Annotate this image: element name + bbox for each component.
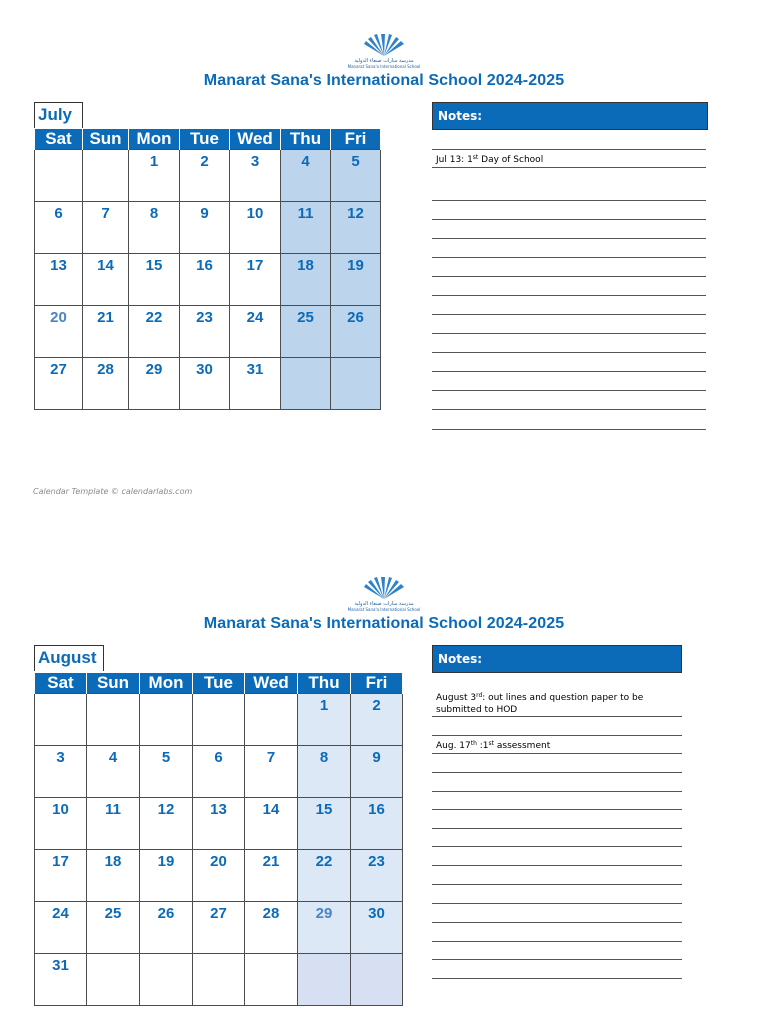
day-number: 10 xyxy=(246,205,264,222)
day-number xyxy=(193,694,244,697)
day-number: 25 xyxy=(297,309,314,326)
day-number: 20 xyxy=(210,853,227,870)
day-number: 22 xyxy=(145,309,163,326)
day-cell-4 xyxy=(87,746,140,798)
empty-day-cell xyxy=(298,954,351,1006)
day-cell-13 xyxy=(193,798,245,850)
day-cell-11 xyxy=(87,798,140,850)
note-line xyxy=(432,429,706,430)
note-text-part: Aug. 17 xyxy=(436,741,471,751)
weekday-header-fri: Fri xyxy=(331,129,381,150)
day-number: 30 xyxy=(368,905,385,922)
day-cell-21 xyxy=(83,306,129,358)
day-cell-24 xyxy=(230,306,281,358)
weekday-header-tue: Tue xyxy=(193,673,245,694)
day-number: 8 xyxy=(319,749,329,766)
day-cell-31 xyxy=(35,954,87,1006)
day-cell-31 xyxy=(230,358,281,410)
note-line xyxy=(432,959,682,960)
weekday-header-sat: Sat xyxy=(35,129,83,150)
day-number: 22 xyxy=(315,853,333,870)
note-entry xyxy=(436,738,678,752)
weekday-header-sun: Sun xyxy=(83,129,129,150)
note-line xyxy=(432,314,706,315)
day-number xyxy=(298,954,350,957)
day-number: 12 xyxy=(347,205,364,222)
note-line xyxy=(432,257,706,258)
day-number: 18 xyxy=(297,257,314,274)
day-number: 26 xyxy=(347,309,364,326)
weekday-header-sat: Sat xyxy=(35,673,87,694)
day-number: 17 xyxy=(52,853,69,870)
day-number: 19 xyxy=(157,853,175,870)
day-cell-21 xyxy=(245,850,298,902)
day-cell-19 xyxy=(140,850,193,902)
note-line xyxy=(432,167,706,168)
day-number: 5 xyxy=(161,749,171,766)
day-number: 7 xyxy=(266,749,276,766)
day-cell-18 xyxy=(87,850,140,902)
day-number: 5 xyxy=(351,153,360,170)
day-cell-6 xyxy=(35,202,83,254)
note-line xyxy=(432,884,682,885)
day-cell-20 xyxy=(35,306,83,358)
calendar-week-row xyxy=(35,254,381,306)
day-cell-14 xyxy=(245,798,298,850)
day-number xyxy=(140,694,192,697)
note-line xyxy=(432,352,706,353)
day-number xyxy=(35,694,86,697)
notes-header-july: Notes: xyxy=(432,102,708,130)
note-line xyxy=(432,716,682,717)
day-number: 6 xyxy=(54,205,63,222)
day-cell-12 xyxy=(140,798,193,850)
empty-day-cell xyxy=(331,358,381,410)
day-cell-17 xyxy=(35,850,87,902)
day-cell-7 xyxy=(245,746,298,798)
calendar-week-row xyxy=(35,954,403,1006)
day-cell-6 xyxy=(193,746,245,798)
day-number: 1 xyxy=(149,153,159,170)
note-text-part: rd xyxy=(476,692,483,699)
day-cell-15 xyxy=(129,254,180,306)
day-number xyxy=(87,954,139,957)
empty-day-cell xyxy=(245,954,298,1006)
day-cell-15 xyxy=(298,798,351,850)
day-cell-7 xyxy=(83,202,129,254)
note-text-part: st xyxy=(488,740,495,747)
day-cell-26 xyxy=(140,902,193,954)
day-cell-14 xyxy=(83,254,129,306)
day-cell-2 xyxy=(351,694,403,746)
day-number: 15 xyxy=(145,257,163,274)
note-line xyxy=(432,941,682,942)
day-cell-22 xyxy=(129,306,180,358)
day-number: 6 xyxy=(214,749,223,766)
empty-day-cell xyxy=(281,358,331,410)
day-cell-10 xyxy=(230,202,281,254)
day-cell-24 xyxy=(35,902,87,954)
day-cell-3 xyxy=(230,150,281,202)
note-line xyxy=(432,903,682,904)
note-entry xyxy=(436,690,678,716)
note-line xyxy=(432,846,682,847)
empty-day-cell xyxy=(87,954,140,1006)
day-cell-23 xyxy=(351,850,403,902)
empty-day-cell xyxy=(193,694,245,746)
day-number: 1 xyxy=(319,697,329,714)
note-line xyxy=(432,772,682,773)
calendar-week-row xyxy=(35,746,403,798)
note-text-part: th xyxy=(470,740,477,747)
weekday-header-sun: Sun xyxy=(87,673,140,694)
note-text-part: st xyxy=(472,154,479,161)
day-cell-9 xyxy=(351,746,403,798)
day-cell-27 xyxy=(193,902,245,954)
empty-day-cell xyxy=(351,954,403,1006)
day-number: 27 xyxy=(50,361,67,378)
empty-day-cell xyxy=(35,694,87,746)
day-cell-16 xyxy=(180,254,230,306)
day-number: 11 xyxy=(105,801,121,818)
note-line xyxy=(432,978,682,979)
calendar-week-row xyxy=(35,150,381,202)
day-cell-25 xyxy=(281,306,331,358)
day-number xyxy=(35,150,82,153)
notes-header-august: Notes: xyxy=(432,645,682,673)
school-logo xyxy=(360,34,408,58)
day-number: 27 xyxy=(210,905,227,922)
day-number: 4 xyxy=(301,153,310,170)
day-number: 2 xyxy=(200,153,209,170)
day-number: 24 xyxy=(52,905,69,922)
day-number: 13 xyxy=(50,257,67,274)
calendar-week-row xyxy=(35,694,403,746)
day-number: 12 xyxy=(157,801,175,818)
day-number: 29 xyxy=(145,361,163,378)
weekday-header-fri: Fri xyxy=(351,673,403,694)
day-number: 3 xyxy=(250,153,260,170)
calendar-week-row xyxy=(35,202,381,254)
day-number: 25 xyxy=(104,905,122,922)
day-number: 24 xyxy=(246,309,264,326)
day-cell-1 xyxy=(298,694,351,746)
day-number xyxy=(281,358,330,361)
day-cell-8 xyxy=(129,202,180,254)
day-number xyxy=(87,694,139,697)
note-entry xyxy=(436,152,702,166)
day-cell-25 xyxy=(87,902,140,954)
weekday-header-thu: Thu xyxy=(281,129,331,150)
school-logo xyxy=(360,577,408,601)
empty-day-cell xyxy=(140,694,193,746)
weekday-header-wed: Wed xyxy=(230,129,281,150)
empty-day-cell xyxy=(140,954,193,1006)
day-cell-2 xyxy=(180,150,230,202)
note-line xyxy=(432,791,682,792)
day-cell-20 xyxy=(193,850,245,902)
calendar-week-row xyxy=(35,902,403,954)
day-cell-17 xyxy=(230,254,281,306)
day-number: 2 xyxy=(372,697,381,714)
note-line xyxy=(432,828,682,829)
month-label-august: August xyxy=(34,645,104,671)
day-cell-5 xyxy=(140,746,193,798)
empty-day-cell xyxy=(193,954,245,1006)
day-number: 9 xyxy=(372,749,381,766)
month-label-july: July xyxy=(34,102,83,128)
day-number: 28 xyxy=(97,361,114,378)
day-cell-28 xyxy=(245,902,298,954)
note-line xyxy=(432,333,706,334)
note-line xyxy=(432,238,706,239)
day-number: 26 xyxy=(157,905,175,922)
calendar-week-row xyxy=(35,306,381,358)
weekday-header-wed: Wed xyxy=(245,673,298,694)
note-text-part: Jul 13: 1 xyxy=(436,155,473,165)
weekday-header-tue: Tue xyxy=(180,129,230,150)
day-number: 9 xyxy=(200,205,209,222)
note-line xyxy=(432,753,682,754)
note-line xyxy=(432,149,706,150)
calendar-week-row xyxy=(35,850,403,902)
day-cell-9 xyxy=(180,202,230,254)
note-line xyxy=(432,295,706,296)
day-number xyxy=(193,954,244,957)
note-text-part: August 3 xyxy=(436,693,477,703)
note-text-part: assessment xyxy=(494,741,551,751)
day-number: 16 xyxy=(368,801,385,818)
day-number xyxy=(351,954,402,957)
weekday-header-mon: Mon xyxy=(140,673,193,694)
day-cell-22 xyxy=(298,850,351,902)
day-number: 23 xyxy=(196,309,213,326)
empty-day-cell xyxy=(245,694,298,746)
day-number: 3 xyxy=(56,749,65,766)
day-number xyxy=(331,358,380,361)
day-number: 7 xyxy=(101,205,110,222)
day-number: 10 xyxy=(52,801,69,818)
day-number: 11 xyxy=(297,205,314,222)
day-cell-23 xyxy=(180,306,230,358)
note-line xyxy=(432,922,682,923)
logo-arabic-text: مدرسة منارات صنعاء الدولية xyxy=(354,58,414,64)
day-cell-4 xyxy=(281,150,331,202)
empty-day-cell xyxy=(35,150,83,202)
day-cell-11 xyxy=(281,202,331,254)
day-cell-1 xyxy=(129,150,180,202)
day-number: 16 xyxy=(196,257,213,274)
day-cell-29 xyxy=(298,902,351,954)
calendar-week-row xyxy=(35,798,403,850)
calendar-week-row xyxy=(35,358,381,410)
day-number: 21 xyxy=(97,309,114,326)
day-number: 21 xyxy=(262,853,280,870)
day-number: 29 xyxy=(315,905,333,922)
note-line xyxy=(432,735,682,736)
empty-day-cell xyxy=(83,150,129,202)
day-number: 23 xyxy=(368,853,385,870)
day-number: 19 xyxy=(347,257,364,274)
weekday-header-thu: Thu xyxy=(298,673,351,694)
day-cell-16 xyxy=(351,798,403,850)
day-cell-10 xyxy=(35,798,87,850)
weekday-header-mon: Mon xyxy=(129,129,180,150)
day-number: 14 xyxy=(262,801,280,818)
logo-english-text: Manarat Sana'a International School xyxy=(347,64,421,69)
day-number: 30 xyxy=(196,361,213,378)
empty-day-cell xyxy=(87,694,140,746)
day-cell-26 xyxy=(331,306,381,358)
day-number: 31 xyxy=(246,361,264,378)
day-cell-30 xyxy=(180,358,230,410)
day-cell-28 xyxy=(83,358,129,410)
note-text-part: :1 xyxy=(476,741,489,751)
day-cell-29 xyxy=(129,358,180,410)
note-line xyxy=(432,276,706,277)
logo-english-text: Manarat Sana'a International School xyxy=(347,607,421,612)
day-cell-18 xyxy=(281,254,331,306)
day-number xyxy=(140,954,192,957)
note-line xyxy=(432,390,706,391)
day-number: 14 xyxy=(97,257,114,274)
day-number xyxy=(245,954,297,957)
day-number: 31 xyxy=(52,957,69,974)
note-text-part: : out lines and question paper to be submitted to HOD xyxy=(436,693,644,715)
day-cell-30 xyxy=(351,902,403,954)
school-title: Manarat Sana's International School 2024-2025 xyxy=(203,72,565,89)
day-number: 13 xyxy=(210,801,227,818)
note-text-part: Day of School xyxy=(478,155,544,165)
calendar-july xyxy=(34,129,381,410)
day-number xyxy=(83,150,128,153)
day-number: 28 xyxy=(262,905,280,922)
day-cell-8 xyxy=(298,746,351,798)
day-number: 8 xyxy=(149,205,159,222)
day-cell-27 xyxy=(35,358,83,410)
calendar-august xyxy=(34,673,403,1006)
day-number: 20 xyxy=(50,309,67,326)
note-line xyxy=(432,200,706,201)
day-number: 18 xyxy=(104,853,122,870)
day-number: 4 xyxy=(108,749,118,766)
note-line xyxy=(432,865,682,866)
day-cell-12 xyxy=(331,202,381,254)
logo-arabic-text: مدرسة منارات صنعاء الدولية xyxy=(354,601,414,607)
day-cell-13 xyxy=(35,254,83,306)
day-number: 17 xyxy=(246,257,264,274)
note-line xyxy=(432,809,682,810)
day-number xyxy=(245,694,297,697)
school-title: Manarat Sana's International School 2024-2025 xyxy=(203,615,565,632)
day-cell-3 xyxy=(35,746,87,798)
note-line xyxy=(432,409,706,410)
day-cell-5 xyxy=(331,150,381,202)
note-line xyxy=(432,371,706,372)
day-cell-19 xyxy=(331,254,381,306)
note-line xyxy=(432,219,706,220)
day-number: 15 xyxy=(315,801,333,818)
calendar-credit: Calendar Template © calendarlabs.com xyxy=(33,487,193,496)
